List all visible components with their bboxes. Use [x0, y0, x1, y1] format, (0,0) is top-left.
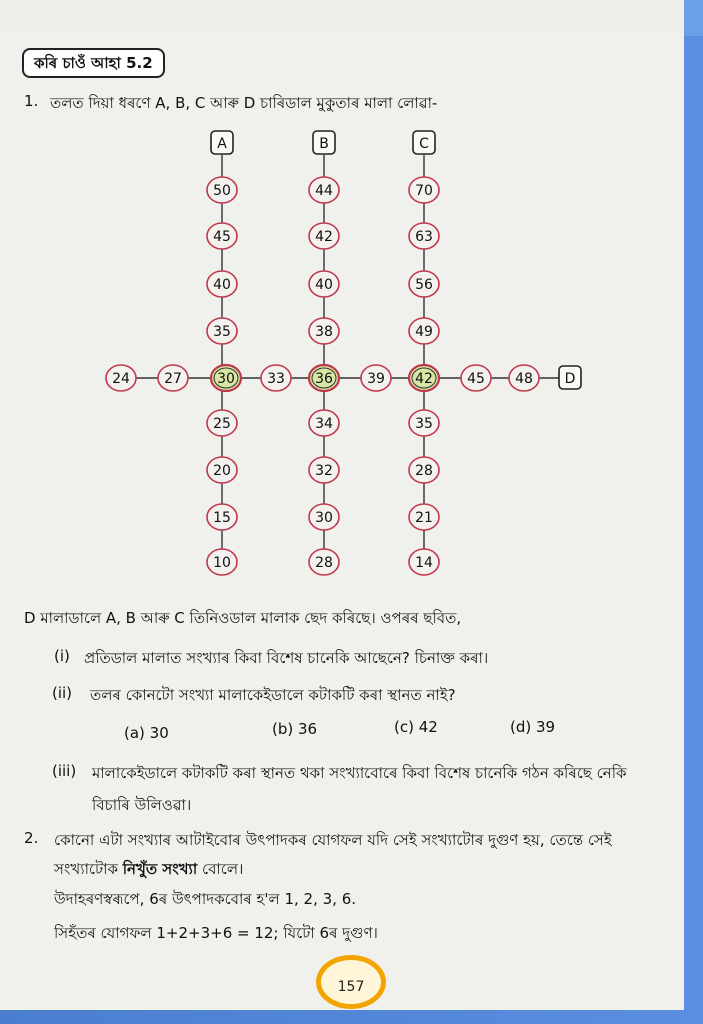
- svg-text:56: 56: [415, 277, 433, 293]
- strand-label-c: [413, 131, 435, 154]
- svg-text:40: 40: [213, 277, 231, 293]
- svg-text:33: 33: [267, 371, 285, 387]
- svg-text:21: 21: [415, 510, 433, 526]
- pearl: [207, 410, 237, 436]
- pearl: [409, 504, 439, 530]
- svg-text:50: 50: [213, 183, 231, 199]
- svg-text:10: 10: [213, 555, 231, 571]
- q2-line1: কোনো এটা সংখ্যাৰ আটাইবোৰ উৎপাদকৰ যোগফল যদি সেই সংখ্যাটোৰ দুগুণ হয়, তেন্তে সেই: [54, 831, 612, 849]
- pearl: [361, 365, 391, 391]
- page-number: 157: [316, 955, 386, 1009]
- perfect-number-term: নিখুঁত সংখ্যা: [122, 860, 198, 878]
- pearl: [207, 271, 237, 297]
- q2-number: 2.: [24, 829, 39, 847]
- pearl: [409, 177, 439, 203]
- strand-label-d: [559, 366, 581, 389]
- svg-text:A: A: [217, 136, 227, 152]
- svg-text:35: 35: [415, 416, 433, 432]
- pearl: [309, 549, 339, 575]
- q2-line2: [54, 858, 243, 883]
- option-d: (d) 39: [510, 718, 556, 736]
- svg-text:28: 28: [415, 463, 433, 479]
- pearl: [461, 365, 491, 391]
- pearl: [207, 549, 237, 575]
- q1-i-number: (i): [54, 647, 70, 665]
- section-badge: কৰি চাওঁ আহা 5.2: [22, 48, 165, 78]
- svg-text:40: 40: [315, 277, 333, 293]
- pearl: [207, 504, 237, 530]
- q1-iii-number: (iii): [52, 762, 77, 780]
- strand-label-a: [211, 131, 233, 154]
- pearl: [309, 504, 339, 530]
- svg-text:44: 44: [315, 183, 333, 199]
- q1-i-text: প্ৰতিডাল মালাত সংখ্যাৰ কিবা বিশেষ চানেকি আছেনে? চিনাক্ত কৰা।: [84, 649, 489, 667]
- q1-after-text: D মালাডালে A, B আৰু C তিনিওডাল মালাক ছেদ কৰিছে। ওপৰৰ ছবিত,: [24, 609, 462, 627]
- pearl: [409, 318, 439, 344]
- q2-line2-c: বোলে।: [197, 860, 244, 878]
- svg-text:30: 30: [315, 510, 333, 526]
- svg-text:48: 48: [515, 371, 533, 387]
- option-b: (b) 36: [272, 720, 318, 738]
- svg-text:70: 70: [415, 183, 433, 199]
- q1-iii-text-line1: মালাকেইডালে কটাকটি কৰা স্থানত থকা সংখ্যাবোৰে কিবা বিশেষ চানেকি গঠন কৰিছে নেকি: [92, 764, 627, 782]
- q1-ii-number: (ii): [52, 684, 73, 702]
- svg-text:D: D: [564, 371, 576, 387]
- option-a: (a) 30: [124, 724, 169, 742]
- pearl: [207, 318, 237, 344]
- pearl: [207, 457, 237, 483]
- option-c: (c) 42: [394, 718, 438, 736]
- q2-example: উদাহৰণস্বৰূপে, 6ৰ উৎপাদকবোৰ হ'ল 1, 2, 3, 6.: [54, 890, 357, 908]
- svg-text:42: 42: [315, 229, 333, 245]
- q2-sum: সিহঁতৰ যোগফল 1+2+3+6 = 12; যিটো 6ৰ দুগুণ।: [54, 924, 378, 942]
- svg-text:15: 15: [213, 510, 231, 526]
- svg-text:25: 25: [213, 416, 231, 432]
- svg-text:C: C: [419, 136, 429, 152]
- svg-text:49: 49: [415, 324, 433, 340]
- pearl: [158, 365, 188, 391]
- svg-text:28: 28: [315, 555, 333, 571]
- pearl: [309, 318, 339, 344]
- strand-label-b: [313, 131, 335, 154]
- q1-number: 1.: [24, 92, 39, 110]
- svg-text:32: 32: [315, 463, 333, 479]
- intersection-pearl: [309, 365, 339, 391]
- pearl: [261, 365, 291, 391]
- svg-text:27: 27: [164, 371, 182, 387]
- q1-ii-text: তলৰ কোনটো সংখ্যা মালাকেইডালে কটাকটি কৰা স্থানত নাই?: [90, 686, 456, 704]
- svg-text:35: 35: [213, 324, 231, 340]
- pearl: [207, 223, 237, 249]
- svg-text:39: 39: [367, 371, 385, 387]
- svg-text:45: 45: [467, 371, 485, 387]
- pearl: [309, 457, 339, 483]
- intersection-pearl: [211, 365, 241, 391]
- svg-text:34: 34: [315, 416, 333, 432]
- pearl: [409, 223, 439, 249]
- pearl: [309, 271, 339, 297]
- svg-text:36: 36: [315, 371, 333, 387]
- svg-text:30: 30: [217, 371, 235, 387]
- pearl: [409, 549, 439, 575]
- pearl: [309, 177, 339, 203]
- svg-text:24: 24: [112, 371, 130, 387]
- svg-text:63: 63: [415, 229, 433, 245]
- q1-intro: তলত দিয়া ধৰণে A, B, C আৰু D চাৰিডাল মুকুতাৰ মালা লোৱা-: [50, 94, 438, 112]
- svg-text:42: 42: [415, 371, 433, 387]
- pearl: [409, 410, 439, 436]
- pearl: [106, 365, 136, 391]
- svg-text:B: B: [319, 136, 329, 152]
- pearl: [309, 410, 339, 436]
- pearl: [207, 177, 237, 203]
- svg-text:38: 38: [315, 324, 333, 340]
- svg-text:45: 45: [213, 229, 231, 245]
- svg-text:20: 20: [213, 463, 231, 479]
- q1-iii-text-line2: বিচাৰি উলিওৱা।: [92, 796, 192, 814]
- pearl: [409, 457, 439, 483]
- svg-text:14: 14: [415, 555, 433, 571]
- intersection-pearl: [409, 365, 439, 391]
- pearl: [509, 365, 539, 391]
- q2-line2-a: সংখ্যাটোক: [54, 860, 123, 878]
- pearl: [309, 223, 339, 249]
- pearl: [409, 271, 439, 297]
